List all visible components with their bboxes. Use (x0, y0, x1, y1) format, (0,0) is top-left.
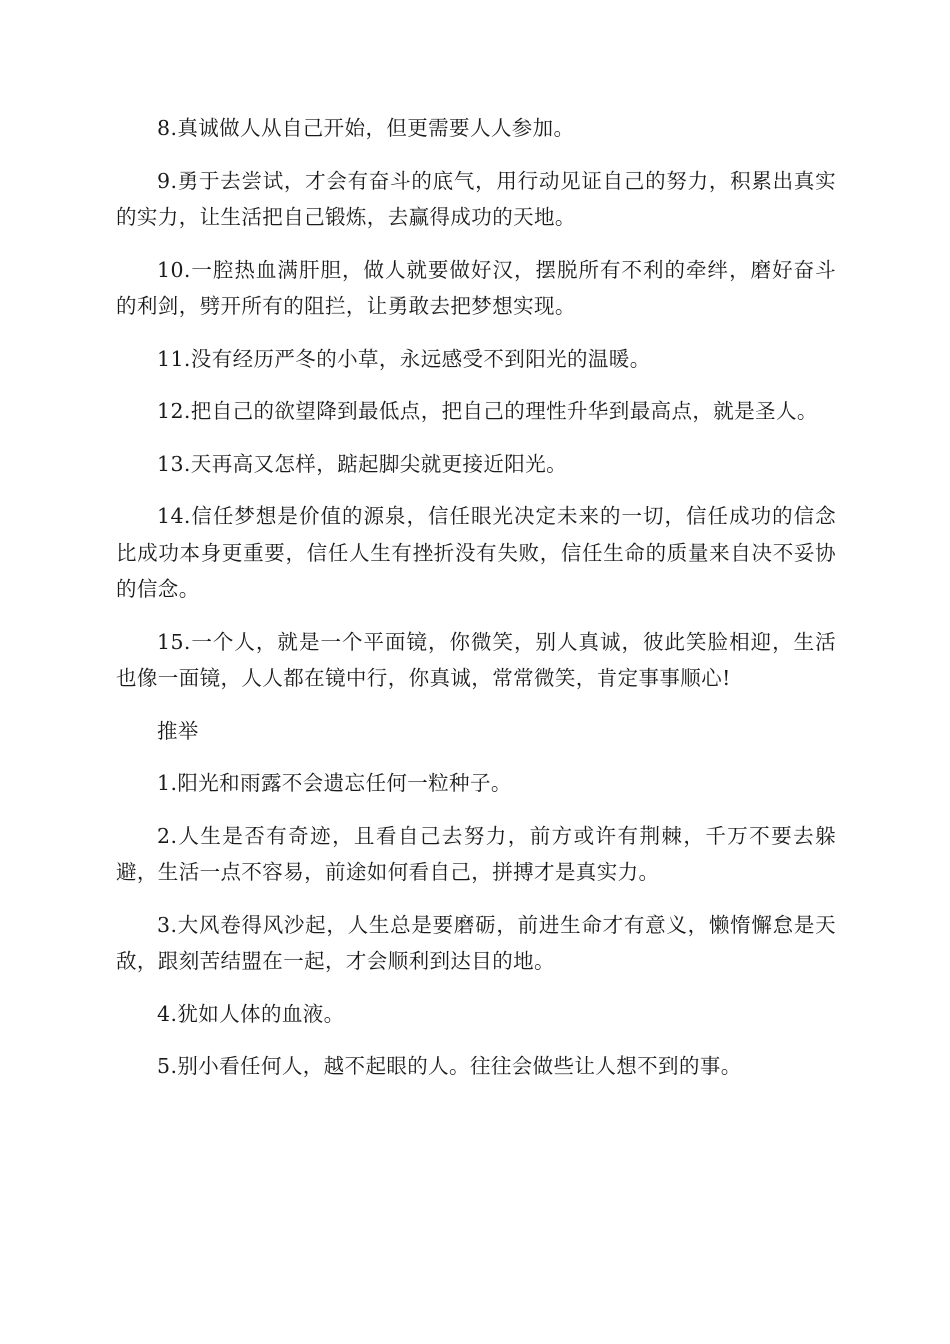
paragraph-10: 10.一腔热血满肝胆，做人就要做好汉，摆脱所有不利的牵绊，磨好奋斗的利剑，劈开所有的阻拦，让勇敢去把梦想实现。 (116, 257, 836, 318)
paragraph-9: 9.勇于去尝试，才会有奋斗的底气，用行动见证自己的努力，积累出真实的实力，让生活把自己锻炼，去赢得成功的天地。 (116, 168, 836, 229)
paragraph-14: 14.信任梦想是价值的源泉，信任眼光决定未来的一切，信任成功的信念比成功本身更重要，信任人生有挫折没有失败，信任生命的质量来自决不妥协的信念。 (116, 504, 836, 601)
paragraph-8: 8.真诚做人从自己开始，但更需要人人参加。 (157, 116, 575, 140)
paragraph-11: 11.没有经历严冬的小草，永远感受不到阳光的温暖。 (157, 346, 651, 371)
paragraph-3: 3.大风卷得风沙起，人生总是要磨砺，前进生命才有意义，懒惰懈怠是天敌，跟刻苦结盟在一起，才会顺利到达目的地。 (116, 912, 836, 973)
paragraph-2: 2.人生是否有奇迹，且看自己去努力，前方或许有荆棘，千万不要去躲避，生活一点不容易，前途如何看自己，拼搏才是真实力。 (116, 823, 836, 884)
paragraph-12: 12.把自己的欲望降到最低点，把自己的理性升华到最高点，就是圣人。 (157, 399, 818, 423)
paragraph-13: 13.天再高又怎样，踮起脚尖就更接近阳光。 (157, 451, 568, 476)
document-page (116, 110, 836, 1101)
paragraph-4: 4.犹如人体的血液。 (157, 1001, 345, 1026)
paragraph-1: 1.阳光和雨露不会遗忘任何一粒种子。 (157, 771, 512, 795)
paragraph-15: 15.一个人，就是一个平面镜，你微笑，别人真诚，彼此笑脸相迎，生活也像一面镜，人人都在镜中行，你真诚，常常微笑，肯定事事顺心! (116, 629, 836, 690)
section-heading: 推举 (157, 718, 199, 743)
paragraph-5: 5.别小看任何人，越不起眼的人。往往会做些让人想不到的事。 (157, 1054, 742, 1078)
